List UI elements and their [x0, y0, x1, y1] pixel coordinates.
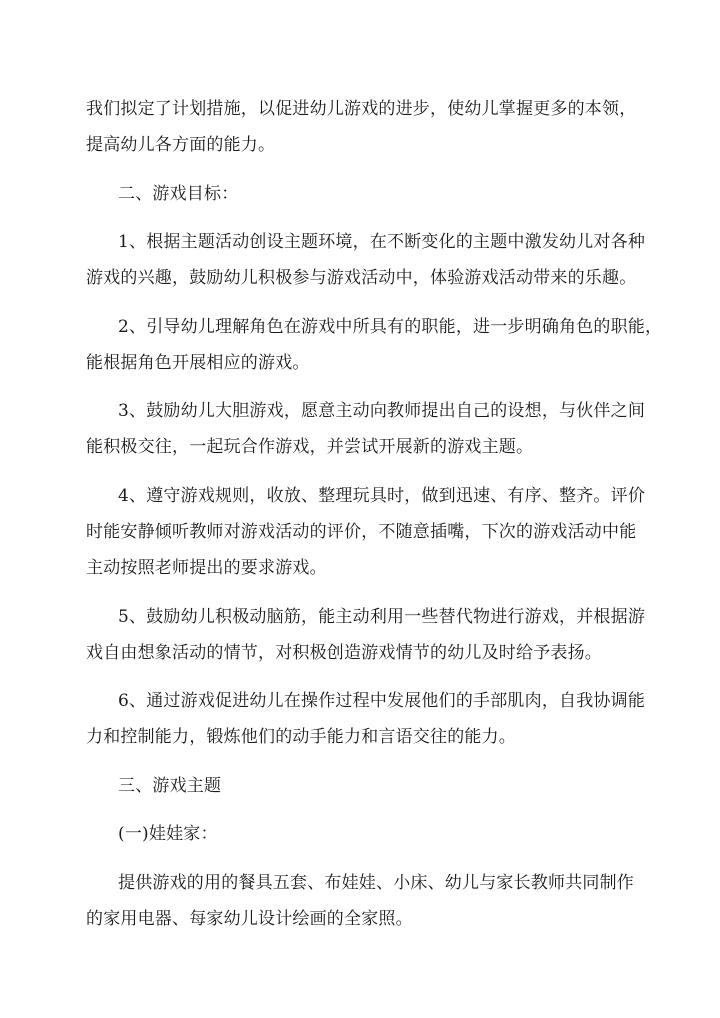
- text-line: 时能安静倾听教师对游戏活动的评价，不随意插嘴，下次的游戏活动中能: [86, 522, 637, 542]
- subsection-heading: (一)娃娃家：: [118, 824, 218, 844]
- text-line: 我们拟定了计划措施，以促进幼儿游戏的进步，使幼儿掌握更多的本领，: [86, 99, 637, 119]
- text-line: 的家用电器、每家幼儿设计绘画的全家照。: [86, 909, 413, 929]
- text-line: 4、遵守游戏规则，收放、整理玩具时，做到迅速、有序、整齐。评价: [118, 486, 646, 506]
- text-line: 力和控制能力，锻炼他们的动手能力和言语交往的能力。: [86, 727, 516, 747]
- text-line: 2、引导幼儿理解角色在游戏中所具有的职能，进一步明确角色的职能，: [118, 317, 663, 337]
- text-line: 6、通过游戏促进幼儿在操作过程中发展他们的手部肌肉，自我协调能: [118, 691, 646, 711]
- text-line: 3、鼓励幼儿大胆游戏，愿意主动向教师提出自己的设想，与伙伴之间: [118, 401, 646, 421]
- section-heading-goals: 二、游戏目标：: [118, 184, 239, 204]
- text-line: 5、鼓励幼儿积极动脑筋，能主动利用一些替代物进行游戏，并根据游: [118, 607, 646, 627]
- section-heading-themes: 三、游戏主题: [118, 776, 222, 796]
- text-line: 提供游戏的用的餐具五套、布娃娃、小床、幼儿与家长教师共同制作: [118, 873, 634, 893]
- text-line: 主动按照老师提出的要求游戏。: [86, 558, 327, 578]
- text-line: 游戏的兴趣，鼓励幼儿积极参与游戏活动中，体验游戏活动带来的乐趣。: [86, 268, 637, 288]
- text-line: 1、根据主题活动创设主题环境，在不断变化的主题中激发幼儿对各种: [118, 232, 646, 252]
- text-line: 戏自由想象活动的情节，对积极创造游戏情节的幼儿及时给予表扬。: [86, 643, 602, 663]
- text-line: 能积极交往，一起玩合作游戏，并尝试开展新的游戏主题。: [86, 437, 534, 457]
- text-line: 提高幼儿各方面的能力。: [86, 135, 276, 155]
- text-line: 能根据角色开展相应的游戏。: [86, 353, 310, 373]
